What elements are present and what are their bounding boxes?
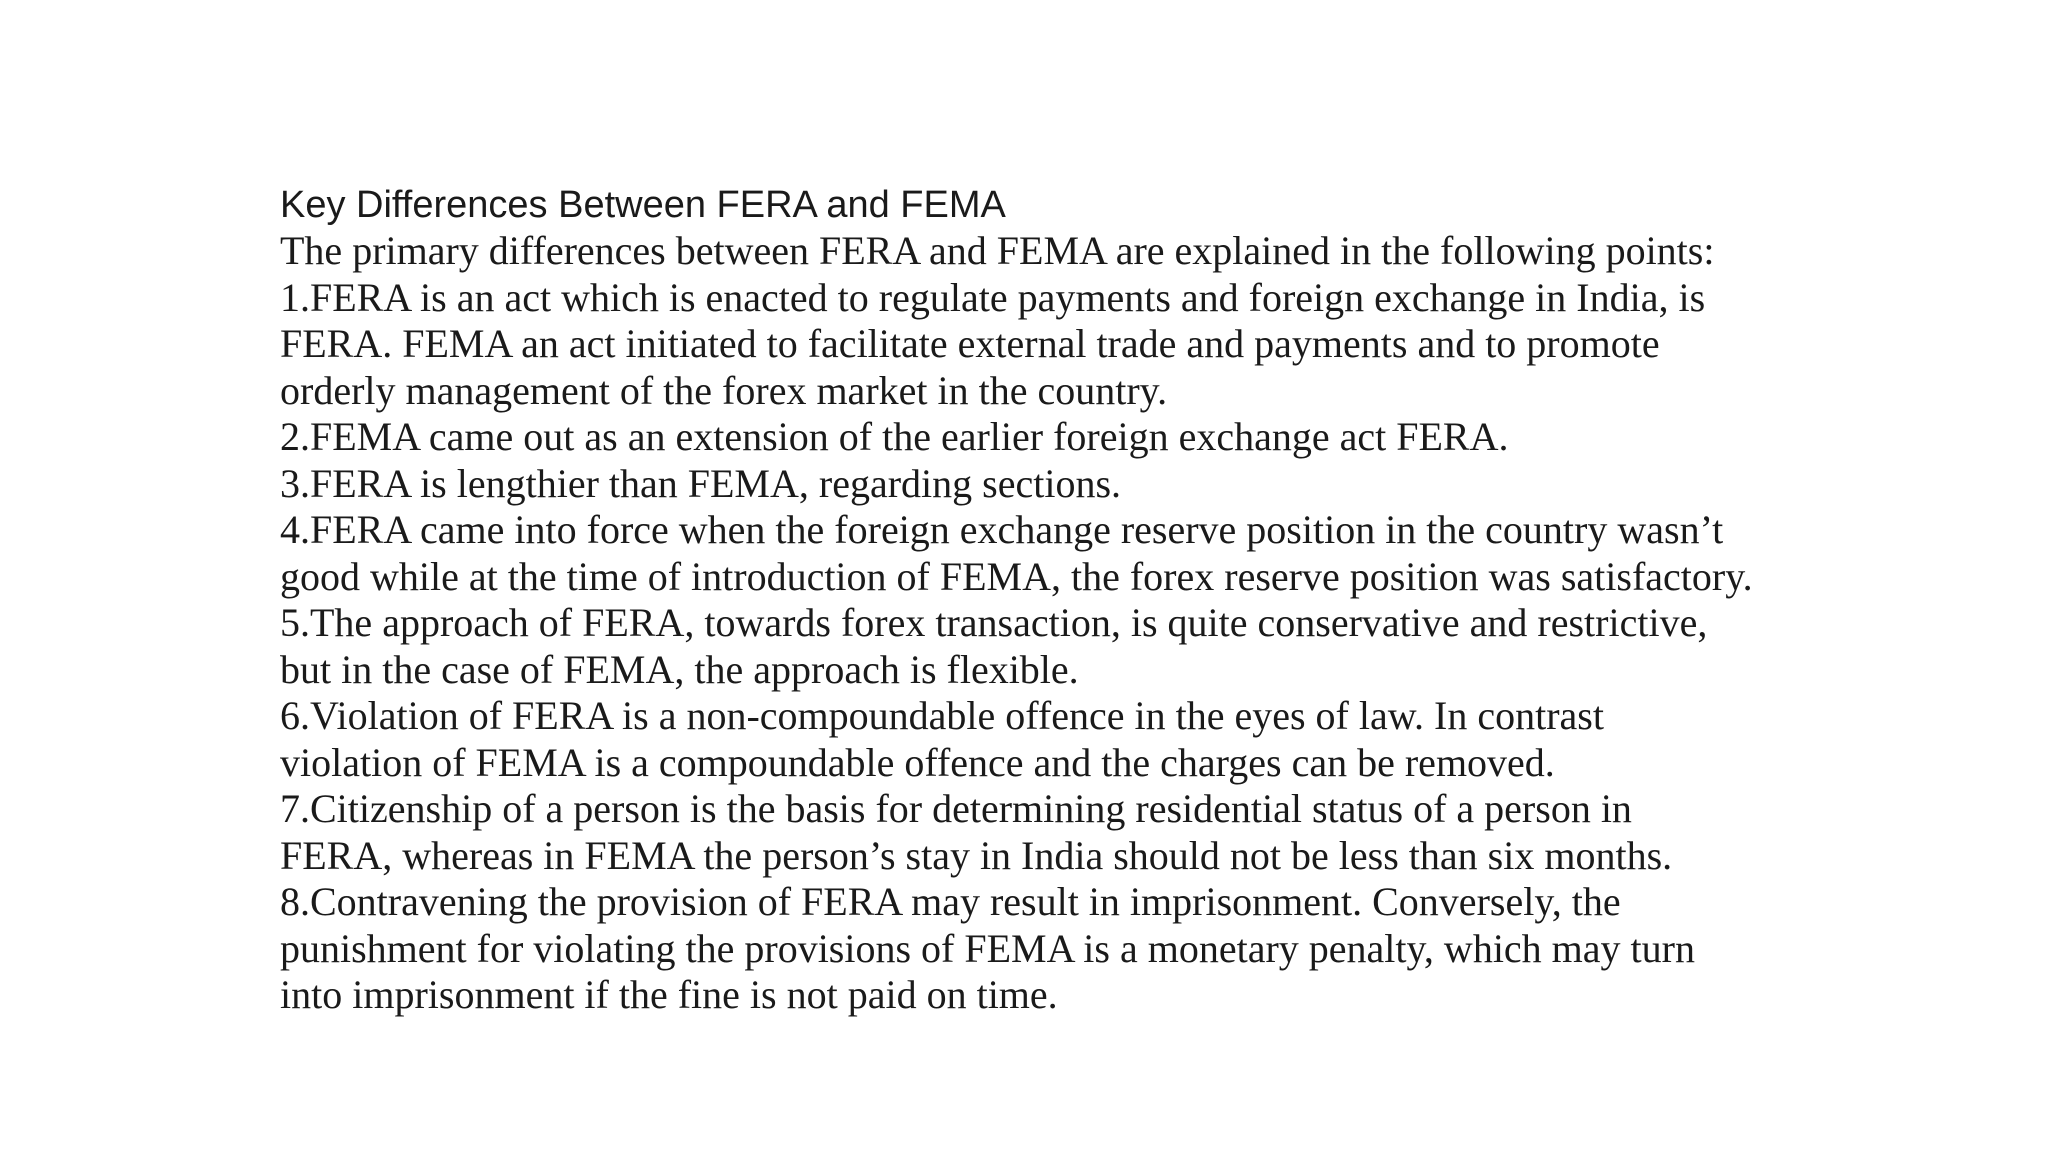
point-number: 7. [280, 786, 310, 831]
point-line: good while at the time of introduction of FEMA, the forex reserve position was satisfactory. [280, 553, 1753, 599]
point-text: FERA is an act which is enacted to regulate payments and foreign exchange in India, is [310, 274, 1706, 320]
point-line: FERA, whereas in FEMA the person’s stay in India should not be less than six months. [280, 832, 1673, 878]
point-2 [280, 414, 1980, 461]
point-line [280, 461, 1980, 508]
point-text: FERA is lengthier than FEMA, regarding sections. [310, 460, 1122, 506]
point-number: 5. [280, 600, 310, 645]
point-7 [280, 786, 1980, 879]
point-line: punishment for violating the provisions of FEMA is a monetary penalty, which may turn [280, 925, 1695, 971]
point-number: 1. [280, 274, 310, 320]
intro-text: The primary differences between FERA and FEMA are explained in the following points: [280, 228, 1715, 273]
point-line: violation of FEMA is a compoundable offence and the charges can be removed. [280, 739, 1555, 785]
point-line [280, 693, 1980, 740]
point-number: 8. [280, 879, 310, 924]
point-text: FERA came into force when the foreign exchange reserve position in the country wasn’t [310, 507, 1724, 552]
point-text: Violation of FERA is a non-compoundable offence in the eyes of law. In contrast [310, 693, 1604, 738]
point-5 [280, 600, 1980, 693]
point-line [280, 414, 1980, 461]
point-line: orderly management of the forex market in the country. [280, 367, 1168, 413]
point-8 [280, 879, 1980, 1019]
point-line: FERA. FEMA an act initiated to facilitate external trade and payments and to promote [280, 321, 1660, 366]
point-6 [280, 693, 1980, 786]
document-heading: Key Differences Between FERA and FEMA [280, 184, 1006, 226]
point-text: The approach of FERA, towards forex transaction, is quite conservative and restrictive, [310, 600, 1708, 645]
point-number: 2. [280, 414, 310, 459]
point-line [280, 275, 1980, 322]
point-3 [280, 461, 1980, 508]
point-text: FEMA came out as an extension of the earlier foreign exchange act FERA. [310, 414, 1509, 459]
point-text: Citizenship of a person is the basis for determining residential status of a person in [310, 786, 1632, 831]
point-text: Contravening the provision of FERA may result in imprisonment. Conversely, the [310, 879, 1621, 924]
point-line: but in the case of FEMA, the approach is flexible. [280, 646, 1079, 692]
document-body [280, 182, 1980, 1019]
point-number: 6. [280, 693, 310, 738]
point-4 [280, 507, 1980, 600]
point-line [280, 879, 1980, 926]
point-line [280, 507, 1980, 554]
point-number: 4. [280, 507, 310, 552]
point-line: into imprisonment if the fine is not paid on time. [280, 972, 1058, 1017]
point-line [280, 600, 1980, 647]
point-number: 3. [280, 460, 310, 506]
point-line [280, 786, 1980, 833]
point-1 [280, 275, 1980, 415]
